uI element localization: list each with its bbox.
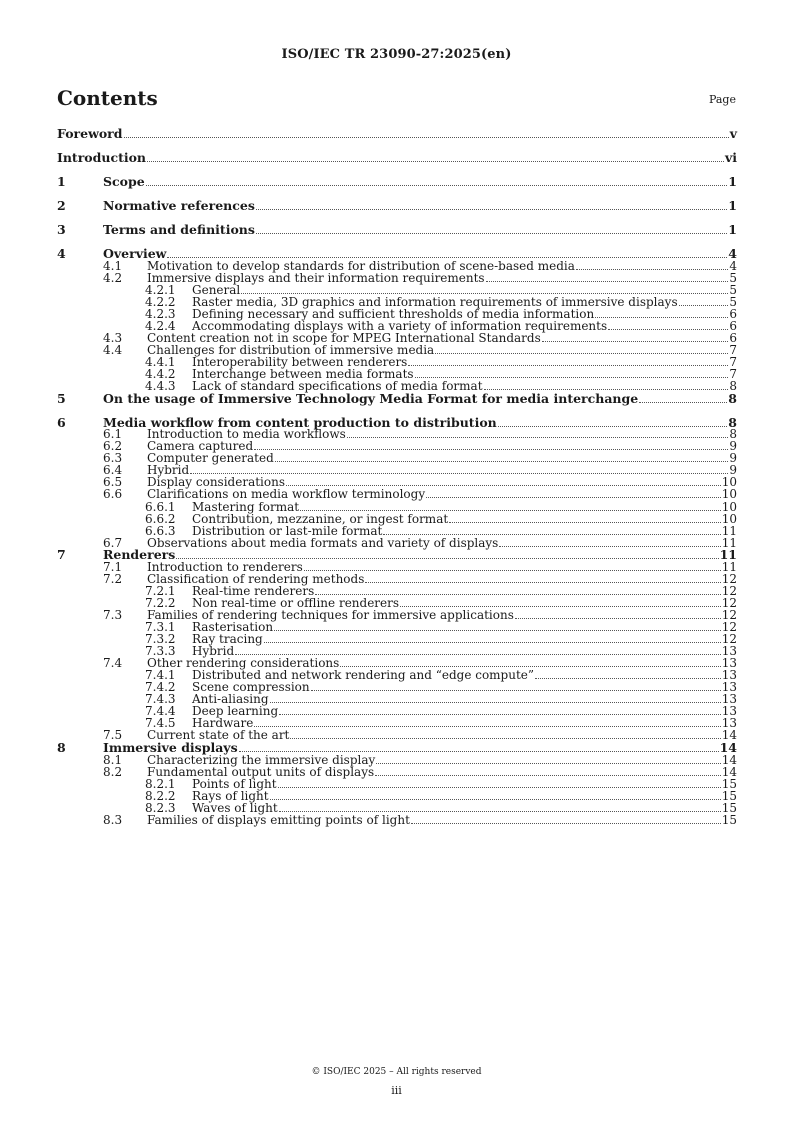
toc-entry-page: 13 [721,668,737,683]
toc-entry-title: Immersive displays [103,739,238,755]
toc-entry-page: 8 [729,379,737,394]
toc-entry[interactable] [57,308,737,320]
toc-entry-page: vi [724,150,737,165]
page-number: iii [391,1084,402,1097]
toc-entry-title: Waves of light [192,800,278,815]
contents-title: Contents [57,86,158,110]
toc-entry-title: Content creation not in scope for MPEG International Standards [147,330,541,345]
dot-leader [146,184,728,186]
toc-entry-number: 7.5 [103,728,123,743]
toc-entry-page: 5 [729,282,737,297]
toc-entry-page: 5 [729,294,737,309]
dot-leader [535,677,721,679]
dot-leader [256,232,727,234]
toc-entry-page: 13 [721,692,737,707]
toc-entry-page: 8 [729,427,737,442]
dot-leader [499,545,720,547]
toc-entry-number: 4.4 [103,342,123,357]
toc-entry-number: 4.2.3 [145,306,176,321]
toc-entry-title: Families of rendering techniques for immersive applications [147,607,514,622]
dot-leader [278,786,721,788]
toc-entry-title: Points of light [192,776,277,791]
dot-leader [274,629,721,631]
toc-entry[interactable] [57,260,737,272]
toc-entry-title: Media workflow from content production to distribution [103,414,497,430]
toc-entry[interactable] [57,272,737,284]
toc-entry-page: 4 [728,246,737,261]
toc-entry-page: 14 [721,728,737,743]
dot-leader [376,762,720,764]
toc-entry-title: Introduction to media workflows [147,427,346,442]
toc-entry-number: 7.3.3 [145,644,176,659]
toc-entry-page: 7 [729,355,737,369]
toc-entry-number: 1 [57,174,66,189]
toc-entry-title: Hardware [192,716,254,731]
toc-entry-title: Immersive displays and their information requirements [147,270,485,285]
toc-entry-number: 6.3 [103,451,123,466]
dot-leader [235,653,721,655]
toc-entry-page: 5 [729,270,737,285]
toc-entry[interactable] [57,176,737,188]
toc-entry[interactable] [57,766,737,778]
toc-entry-number: 7.2.2 [145,595,176,610]
toc-entry-page: 11 [721,559,737,574]
toc-entry-title: Anti-aliasing [192,692,269,707]
dot-leader [542,340,729,342]
toc-entry[interactable] [57,513,737,525]
dot-leader [279,713,721,715]
toc-entry[interactable] [57,152,737,164]
toc-entry-number: 3 [57,222,66,237]
dot-leader [595,316,728,318]
toc-entry-page: 8 [728,414,737,430]
dot-leader [639,401,727,403]
dot-leader [254,725,720,727]
dot-leader [270,798,721,800]
document-id-header: ISO/IEC TR 23090-27:2025(en) [281,47,512,62]
toc-entry-number: 7.1 [103,559,123,574]
dot-leader [426,496,721,498]
toc-entry-title: Clarifications on media workflow terminology [147,487,426,502]
toc-entry-page: 10 [721,487,737,502]
toc-entry-number: 4.1 [103,258,123,273]
toc-entry-page: 9 [729,439,737,454]
toc-entry-number: 7.4.2 [145,680,176,695]
dot-leader [576,268,728,270]
toc-entry[interactable] [57,488,737,500]
toc-entry-number: 7.3.2 [145,632,176,647]
toc-entry-page: 14 [721,752,737,767]
toc-entry-number: 4.4.3 [145,379,176,394]
dot-leader [411,822,721,824]
toc-entry-number: 4.4.2 [145,367,176,382]
toc-entry-title: Normative references [103,198,255,213]
toc-entry-number: 7.4.3 [145,692,176,707]
toc-entry-page: 1 [728,222,737,237]
toc-entry[interactable] [57,754,737,766]
toc-entry-number: 8.2.1 [145,776,176,791]
toc-entry-page: 8 [728,390,737,406]
toc-entry-page: 12 [721,595,737,610]
toc-entry-title: Overview [103,246,167,261]
toc-entry[interactable] [57,814,737,826]
toc-entry-page: 10 [721,511,737,526]
dot-leader [275,460,729,462]
dot-leader [347,436,729,438]
dot-leader [365,581,720,583]
toc-entry-title: Raster media, 3D graphics and information requirements of immersive displays [192,294,678,309]
toc-entry-title: Contribution, mezzanine, or ingest format [192,511,449,526]
dot-leader [498,425,728,427]
toc-entry-page: 4 [729,258,737,273]
dot-leader [147,160,724,162]
toc-entry-title: Computer generated [147,451,274,466]
dot-leader [340,665,720,667]
toc-entry-number: 4.2.4 [145,318,176,333]
toc-entry-title: Motivation to develop standards for distribution of scene-based media [147,258,575,273]
toc-entry-title: Non real-time or offline renderers [192,595,400,610]
toc-entry-page: 10 [721,475,737,490]
dot-leader [256,208,727,210]
toc-entry-number: 8.2.2 [145,788,176,803]
toc-entry-title: Scene compression [192,680,310,695]
toc-entry-page: 7 [729,342,737,357]
toc-entry-title: Other rendering considerations [147,656,340,671]
toc-entry-number: 4.3 [103,330,123,345]
toc-entry[interactable] [57,200,737,212]
toc-entry-page: 1 [728,174,737,189]
toc-entry-page: 6 [729,318,737,333]
toc-entry[interactable] [57,561,737,573]
toc-entry-page: 11 [721,535,737,550]
dot-leader [124,136,729,138]
toc-entry-page: 13 [721,680,737,695]
dot-leader [264,641,721,643]
toc-entry[interactable] [57,501,737,513]
toc-entry-title: Current state of the art [147,728,290,743]
toc-entry-title: Mastering format [192,499,300,514]
dot-leader [270,701,721,703]
toc-entry-page: 1 [728,198,737,213]
toc-entry-number: 7 [57,547,66,563]
toc-entry-title: Distributed and network rendering and “edge compute” [192,668,535,683]
toc-entry-number: 7.3 [103,607,123,622]
toc-entry-number: 6.6.2 [145,511,176,526]
toc-entry-page: 12 [721,620,737,634]
toc-entry-title: Rasterisation [192,620,274,634]
toc-entry-title: Classification of rendering methods [147,571,365,586]
dot-leader [679,304,729,306]
toc-entry[interactable] [57,224,737,236]
toc-entry-page: 13 [721,716,737,731]
toc-entry-number: 7.4 [103,656,123,671]
dot-leader [415,376,729,378]
toc-entry[interactable] [57,802,737,814]
toc-entry[interactable] [57,778,737,790]
toc-entry-number: 7.3.1 [145,620,176,634]
toc-entry-page: 12 [721,607,737,622]
dot-leader [300,509,721,511]
toc-entry-title: Lack of standard specifications of media format [192,379,483,394]
toc-entry-number: 8 [57,739,66,755]
dot-leader [484,388,729,390]
dot-leader [190,472,728,474]
dot-leader [254,448,728,450]
toc-entry-title: Hybrid [192,644,235,659]
toc-entry-number: 4 [57,246,66,261]
toc-entry-title: General [192,282,241,297]
toc-entry-title: Deep learning [192,704,279,719]
toc-entry-title: Renderers [103,547,176,563]
toc-entry-page: 6 [729,330,737,345]
toc-entry[interactable] [57,390,737,406]
toc-entry-page: 14 [721,764,737,779]
toc-entry-number: 8.3 [103,812,123,827]
toc-entry-title: Distribution or last-mile format [192,523,383,538]
toc-entry-title: Characterizing the immersive display [147,752,376,767]
dot-leader [608,328,728,330]
toc-entry-page: 13 [721,656,737,671]
toc-entry-title: Ray tracing [192,632,263,647]
toc-entry-number: 8.2.3 [145,800,176,815]
toc-entry-page: 15 [721,788,737,803]
toc-entry-title: On the usage of Immersive Technology Media Format for media interchange [103,390,639,406]
toc-entry-number: 4.2 [103,270,123,285]
toc-entry-page: 12 [721,571,737,586]
toc-entry-page: 11 [719,547,737,563]
toc-entry-title: Foreword [57,126,123,141]
dot-leader [239,750,719,752]
toc-entry-page: 15 [721,776,737,791]
toc-entry-title: Real-time renderers [192,583,315,598]
dot-leader [375,774,721,776]
toc-entry-number: 5 [57,390,66,406]
toc-entry-title: Fundamental output units of displays [147,764,375,779]
dot-leader [176,557,718,559]
toc-entry-page: 15 [721,800,737,815]
toc-entry-title: Families of displays emitting points of light [147,812,410,827]
toc-entry-number: 7.4.1 [145,668,176,683]
toc-entry-number: 6.6.1 [145,499,176,514]
toc-entry-page: 15 [721,812,737,827]
toc-entry-page: 11 [721,523,737,538]
dot-leader [486,280,729,282]
dot-leader [241,292,728,294]
toc-entry-page: 9 [729,463,737,478]
toc-entry-title: Scope [103,174,145,189]
toc-entry-page: 6 [729,306,737,321]
toc-entry-number: 6.1 [103,427,123,442]
toc-entry[interactable] [57,128,737,140]
toc-entry-number: 6.6.3 [145,523,176,538]
dot-leader [449,521,721,523]
toc-entry-number: 8.2 [103,764,123,779]
toc-entry-page: 14 [719,739,737,755]
toc-entry-page: 12 [721,632,737,647]
toc-entry-number: 4.4.1 [145,355,176,369]
dot-leader [311,689,721,691]
toc-entry-title: Introduction to renderers [147,559,303,574]
toc-entry-title: Interchange between media formats [192,367,414,382]
toc-entry[interactable] [57,525,737,537]
toc-entry-title: Accommodating displays with a variety of information requirements [192,318,608,333]
toc-entry-number: 7.2 [103,571,123,586]
page-column-label: Page [708,93,736,106]
toc-entry-title: Defining necessary and sufficient thresholds of media information [192,306,595,321]
dot-leader [435,352,728,354]
toc-entry-number: 4.2.2 [145,294,176,309]
dot-leader [408,364,728,366]
copyright-notice: © ISO/IEC 2025 – All rights reserved [311,1067,482,1077]
toc-entry-page: v [729,126,737,141]
dot-leader [167,256,727,258]
toc-entry-page: 9 [729,451,737,466]
toc-entry-number: 6 [57,414,66,430]
toc-entry-title: Interoperability between renderers [192,355,408,369]
dot-leader [515,617,721,619]
toc-entry-title: Hybrid [147,463,190,478]
toc-entry[interactable] [57,790,737,802]
toc-entry-page: 7 [729,367,737,382]
toc-entry[interactable] [57,296,737,308]
toc-entry-title: Observations about media formats and variety of displays [147,535,499,550]
dot-leader [315,593,720,595]
toc-entry-page: 10 [721,499,737,514]
dot-leader [286,484,721,486]
toc-entry-number: 6.4 [103,463,123,478]
toc-entry-title: Introduction [57,150,147,165]
toc-entry-number: 6.2 [103,439,123,454]
toc-entry-number: 7.4.5 [145,716,176,731]
toc-entry-number: 7.2.1 [145,583,176,598]
toc-entry-title: Camera captured [147,439,254,454]
toc-entry-number: 2 [57,198,66,213]
toc-entry-page: 13 [721,704,737,719]
toc-entry-number: 6.6 [103,487,123,502]
toc-entry-title: Terms and definitions [103,222,255,237]
dot-leader [304,569,721,571]
toc-entry-title: Challenges for distribution of immersive media [147,342,435,357]
toc-entry-number: 7.4.4 [145,704,176,719]
toc-entry-page: 12 [721,583,737,598]
dot-leader [400,605,721,607]
toc-entry[interactable] [57,284,737,296]
toc-entry-number: 6.7 [103,535,123,550]
toc-entry[interactable] [57,573,737,585]
dot-leader [290,737,720,739]
toc-entry-number: 8.1 [103,752,123,767]
dot-leader [383,533,720,535]
toc-entry-page: 13 [721,644,737,659]
toc-entry-title: Display considerations [147,475,285,490]
toc-entry-title: Rays of light [192,788,269,803]
toc-entry-number: 4.2.1 [145,282,176,297]
toc-entry-number: 6.5 [103,475,123,490]
dot-leader [279,810,721,812]
